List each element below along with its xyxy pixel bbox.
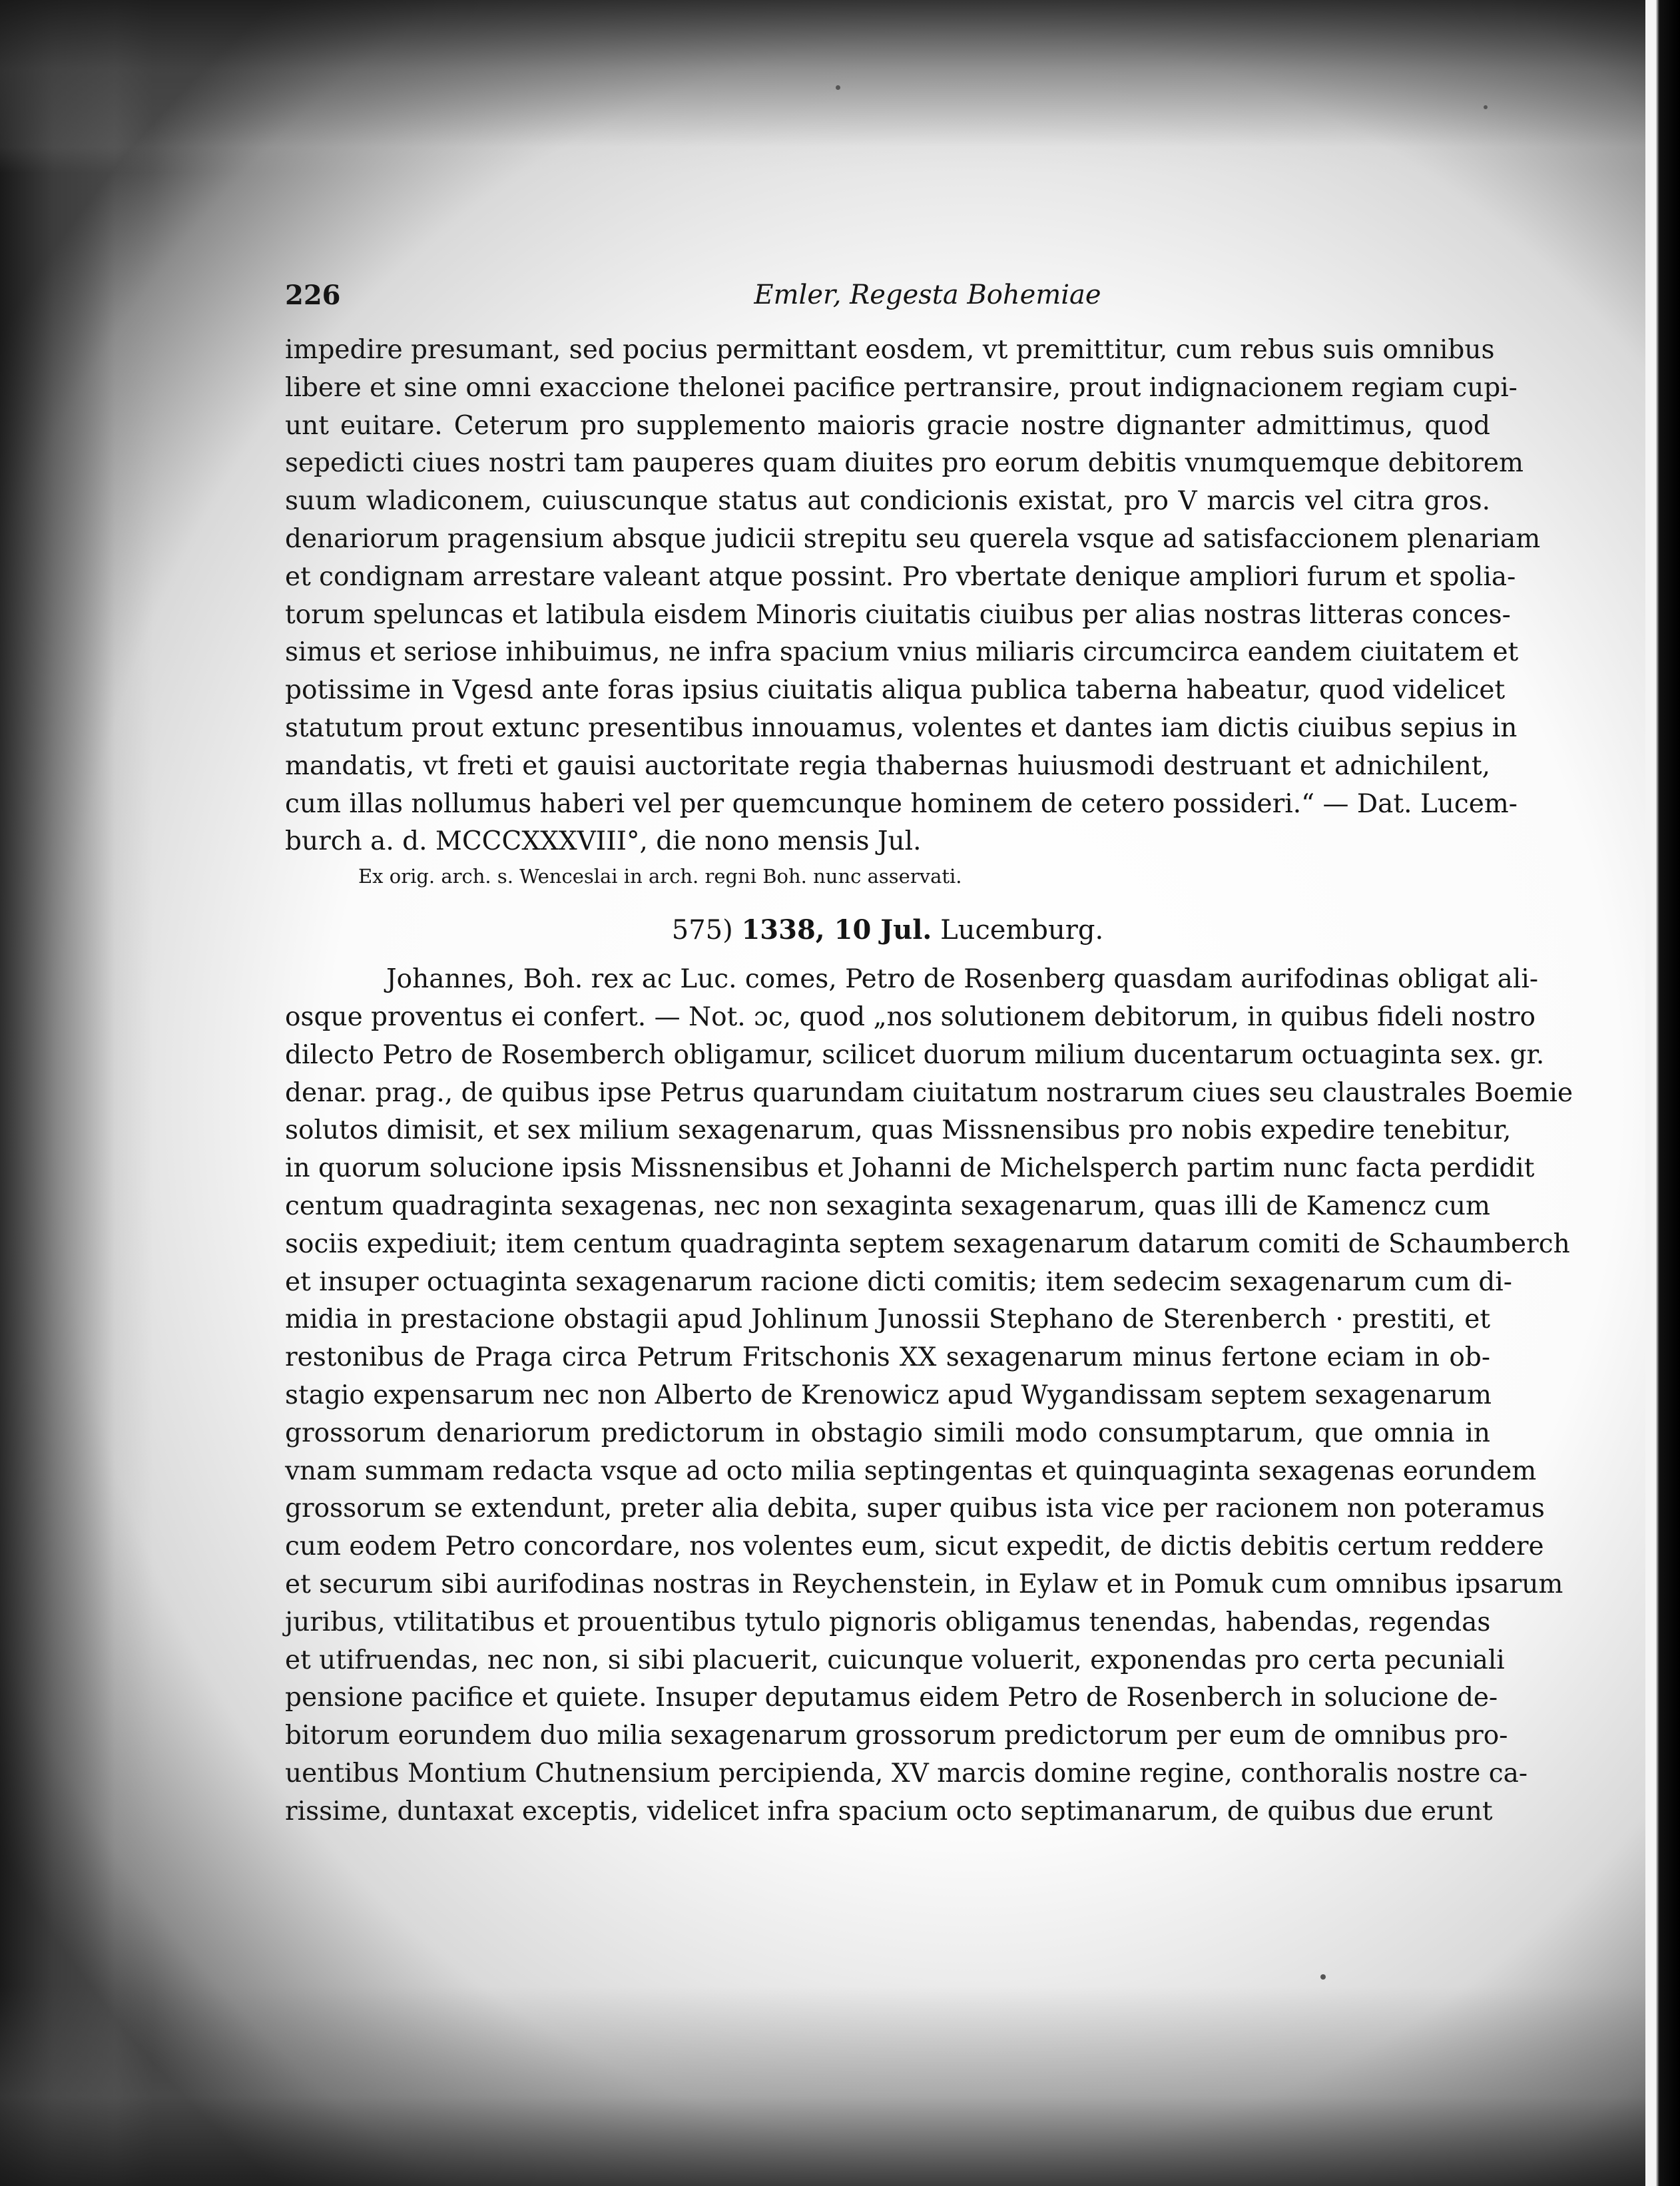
- text-line: cum eodem Petro concordare, nos volentes eum, sicut expedit, de dictis debitis certum reddere: [285, 1531, 1544, 1562]
- ink-speck: [836, 85, 840, 90]
- scan-shadow-left: [0, 0, 153, 2186]
- text-line: impedire presumant, sed pocius permittant eosdem, vt premittitur, cum rebus suis omnibus: [285, 335, 1495, 365]
- entry-paragraph: [285, 961, 1573, 1830]
- text-line: suum wladiconem, cuiuscunque status aut condicionis existat, pro V marcis vel citra gros.: [285, 486, 1490, 517]
- text-line: uentibus Montium Chutnensium percipienda, XV marcis domine regine, conthoralis nostre ca-: [285, 1758, 1528, 1788]
- text-line: in quorum solucione ipsis Missnensibus et Johanni de Michelsperch partim nunc facta perdidit: [285, 1153, 1535, 1184]
- text-line: denar. prag., de quibus ipse Petrus quarundam ciuitatum nostrarum ciues seu claustrales Boemie: [285, 1077, 1573, 1108]
- text-line: simus et seriose inhibuimus, ne infra spacium vnius miliaris circumcirca eandem ciuitatem et: [285, 637, 1519, 668]
- text-line: et utifruendas, nec non, si sibi placuerit, cuicunque voluerit, exponendas pro certa pecuniali: [285, 1645, 1505, 1675]
- text-line: stagio expensarum nec non Alberto de Krenowicz apud Wygandissam septem sexagenarum: [285, 1380, 1492, 1410]
- entry-date: 1338, 10 Jul.: [741, 914, 932, 946]
- text-line: solutos dimisit, et sex milium sexagenarum, quas Missnensibus pro nobis expedire tenebitur,: [285, 1115, 1512, 1146]
- text-line: dilecto Petro de Rosemberch obligamur, scilicet duorum milium ducentarum octuaginta sex. gr.: [285, 1039, 1545, 1070]
- text-line: et securum sibi aurifodinas nostras in Reychenstein, in Eylaw et in Pomuk cum omnibus ipsarum: [285, 1569, 1563, 1599]
- text-line: potissime in Vgesd ante foras ipsius ciuitatis aliqua publica taberna habeatur, quod videlicet: [285, 675, 1506, 706]
- text-line: denariorum pragensium absque judicii strepitu seu querela vsque ad satisfaccionem plenariam: [285, 523, 1541, 554]
- text-line: centum quadraginta sexagenas, nec non sexaginta sexagenarum, quas illi de Kamencz cum: [285, 1191, 1490, 1221]
- entry-heading: [285, 909, 1490, 952]
- text-line: midia in prestacione obstagii apud Johlinum Junossii Stephano de Sterenberch · prestiti, et: [285, 1304, 1490, 1335]
- scan-shadow-bottom: [0, 1986, 1680, 2186]
- text-line: libere et sine omni exaccione thelonei pacifice pertransire, prout indignacionem regiam cupi-: [285, 372, 1518, 403]
- text-line: osque proventus ei confert. — Not. ɔc, quod „nos solutionem debitorum, in quibus fideli nostro: [285, 1001, 1536, 1032]
- text-line: sepedicti ciues nostri tam pauperes quam diuites pro eorum debitis vnumquemque debitorem: [285, 448, 1524, 479]
- text-line: rissime, duntaxat exceptis, videlicet infra spacium octo septimanarum, de quibus due erunt: [285, 1796, 1493, 1826]
- text-line: pensione pacifice et quiete. Insuper deputamus eidem Petro de Rosenberch in solucione de-: [285, 1683, 1498, 1713]
- text-line: vnam summam redacta vsque ad octo milia septingentas et quinquaginta sexagenas eorundem: [285, 1456, 1537, 1486]
- text-line: Johannes, Boh. rex ac Luc. comes, Petro de Rosenberg quasdam aurifodinas obligat ali-: [386, 964, 1539, 995]
- text-line: grossorum denariorum predictorum in obstagio simili modo consumptarum, que omnia in: [285, 1418, 1490, 1448]
- text-line: mandatis, vt freti et gauisi auctoritate regia thabernas huiusmodi destruant et adnichilent,: [285, 750, 1490, 781]
- text-line: unt euitare. Ceterum pro supplemento maioris gracie nostre dignanter admittimus, quod: [285, 410, 1490, 441]
- text-line: grossorum se extendunt, preter alia debita, super quibus ista vice per racionem non poteramus: [285, 1494, 1545, 1524]
- ink-speck: [1484, 105, 1488, 109]
- scan-border-right: [1645, 0, 1680, 2186]
- entry-number: 575): [671, 915, 733, 946]
- page-body: [285, 280, 1573, 1830]
- entry-place: Lucemburg.: [940, 915, 1104, 946]
- text-line: statutum prout extunc presentibus innouamus, volentes et dantes iam dictis ciuibus sepius in: [285, 712, 1518, 743]
- ink-speck: [1320, 1974, 1326, 1980]
- page-header: [285, 280, 1490, 320]
- text-line: cum illas nollumus haberi vel per quemcunque hominem de cetero possideri.“ — Dat. Lucem-: [285, 788, 1518, 819]
- page-number: 226: [285, 280, 341, 311]
- running-title: Emler, Regesta Bohemiae: [754, 280, 1101, 310]
- text-line: restonibus de Praga circa Petrum Fritschonis XX sexagenarum minus fertone eciam in ob-: [285, 1342, 1490, 1373]
- text-line: burch a. d. MCCCXXXVIII°, die nono mensis Jul.: [285, 826, 922, 857]
- text-line: et condignam arrestare valeant atque possint. Pro vbertate denique ampliori furum et spolia-: [285, 561, 1516, 592]
- source-note: Ex orig. arch. s. Wenceslai in arch. regni Boh. nunc asservati.: [358, 865, 962, 888]
- text-line: torum speluncas et latibula eisdem Minoris ciuitatis ciuibus per alias nostras litteras conces-: [285, 599, 1511, 630]
- text-line: sociis expediuit; item centum quadraginta septem sexagenarum datarum comiti de Schaumberch: [285, 1229, 1570, 1259]
- text-line: bitorum eorundem duo milia sexagenarum grossorum predictorum per eum de omnibus pro-: [285, 1721, 1508, 1751]
- text-line: et insuper octuaginta sexagenarum racione dicti comitis; item sedecim sexagenarum cum di-: [285, 1266, 1512, 1297]
- text-line: juribus, vtilitatibus et prouentibus tytulo pignoris obligamus tenendas, habendas, regendas: [285, 1607, 1491, 1637]
- continued-paragraph: [285, 332, 1541, 861]
